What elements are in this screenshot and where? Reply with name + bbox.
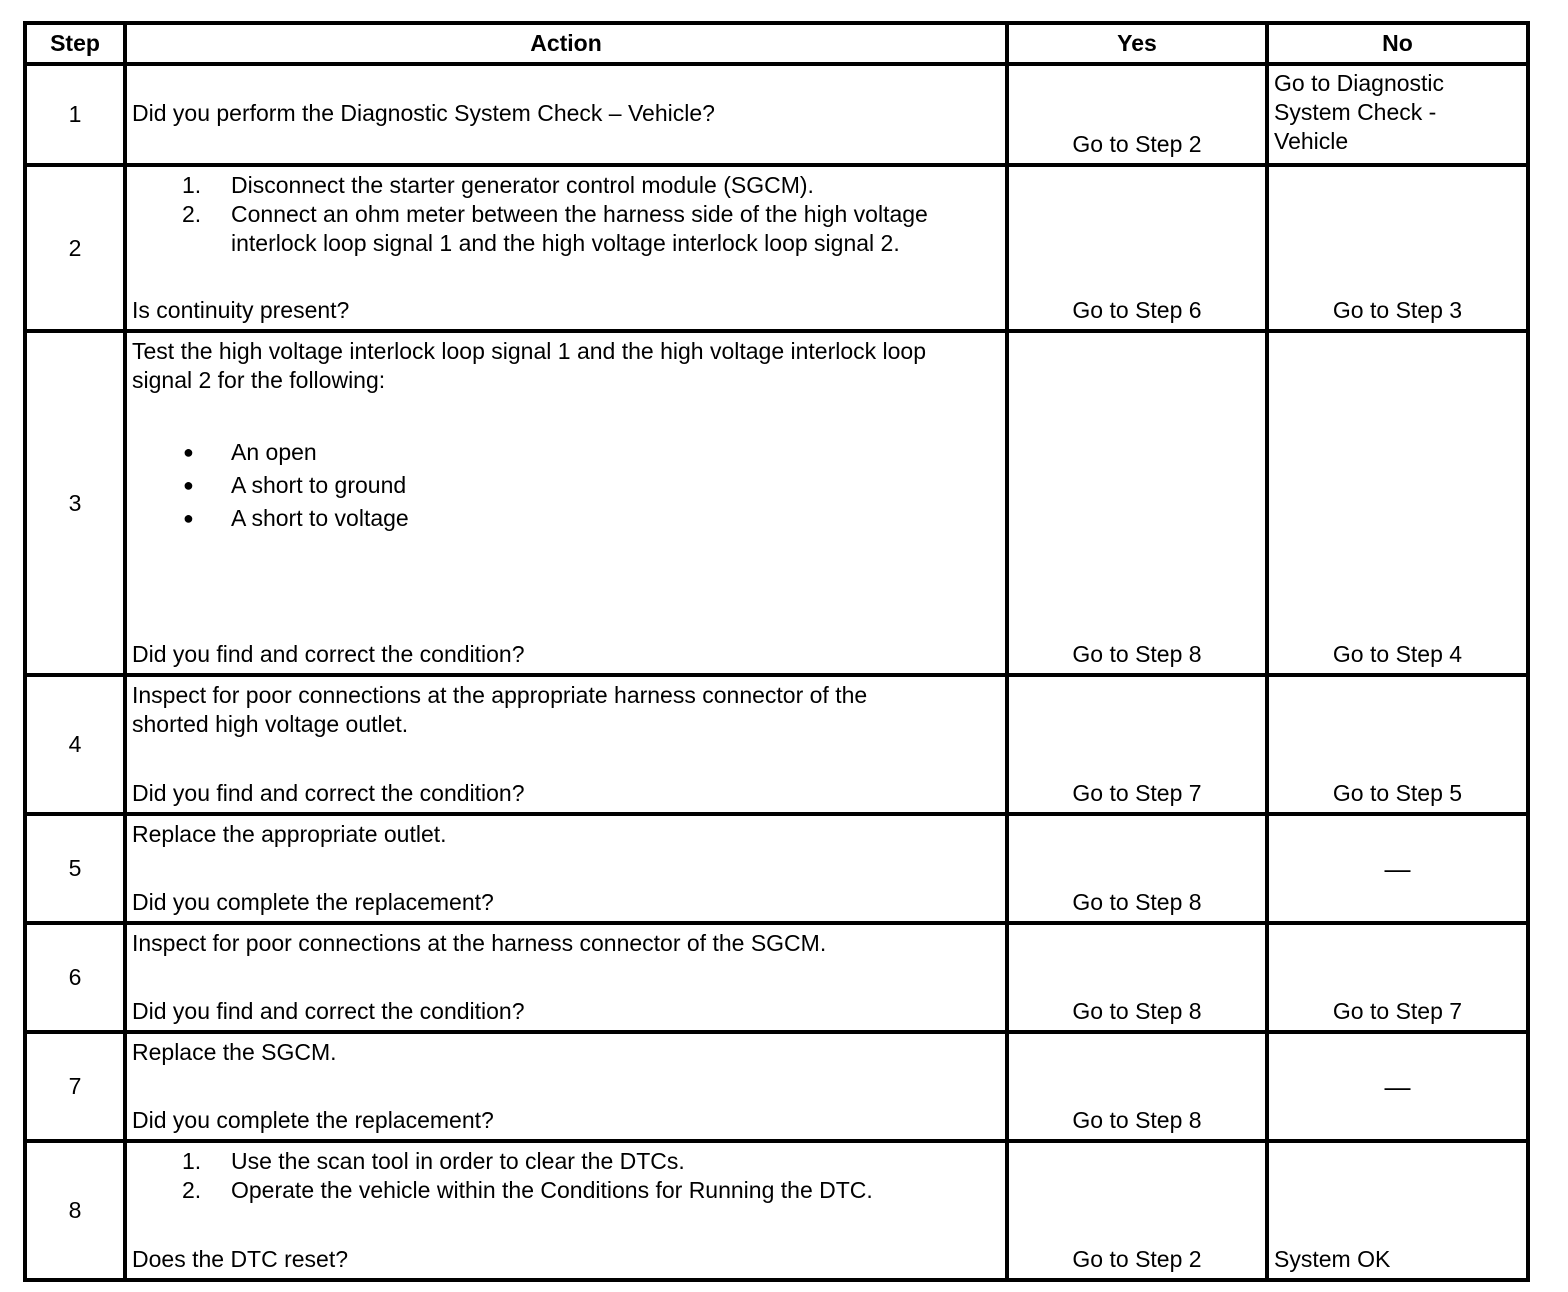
- no-result: System OK: [1274, 1246, 1391, 1272]
- table-row: [25, 923, 1528, 1032]
- list-item: 2. Operate the vehicle within the Conditions for Running the DTC.: [182, 1177, 873, 1203]
- action-cell: [125, 814, 1007, 923]
- action-intro-line: signal 2 for the following:: [132, 367, 386, 393]
- action-intro-line: Test the high voltage interlock loop signal 1 and the high voltage interlock loop: [132, 338, 927, 364]
- action-cell: [125, 1032, 1007, 1141]
- list-item: 1. Disconnect the starter generator control module (SGCM).: [182, 172, 814, 198]
- no-cell: [1267, 64, 1528, 165]
- action-cell: [125, 165, 1007, 331]
- bullet-list: [127, 436, 1005, 535]
- action-question: Did you complete the replacement?: [132, 889, 494, 915]
- no-cell: [1267, 331, 1528, 675]
- yes-result: Go to Step 8: [1072, 641, 1202, 667]
- action-intro-line: Replace the appropriate outlet.: [132, 821, 447, 847]
- no-cell: [1267, 165, 1528, 331]
- step-number: 3: [25, 331, 125, 675]
- numbered-list: [127, 1147, 1005, 1205]
- action-intro-line: Replace the SGCM.: [132, 1039, 337, 1065]
- no-result: Go to Step 7: [1332, 998, 1463, 1024]
- list-item: 1. Use the scan tool in order to clear the DTCs.: [182, 1148, 685, 1174]
- yes-cell: [1007, 923, 1267, 1032]
- action-question: Is continuity present?: [132, 297, 350, 323]
- table-row: [25, 675, 1528, 814]
- numbered-list: [127, 171, 1005, 258]
- step-number: 5: [25, 814, 125, 923]
- yes-cell: [1007, 64, 1267, 165]
- no-result: Go to Step 3: [1332, 297, 1463, 323]
- action-question: Did you find and correct the condition?: [132, 998, 525, 1024]
- step-number: 1: [25, 64, 125, 165]
- header-action: Action: [125, 23, 1007, 64]
- yes-result: Go to Step 8: [1072, 1107, 1202, 1133]
- action-cell: [125, 923, 1007, 1032]
- list-item-continuation: interlock loop signal 1 and the high voltage interlock loop signal 2.: [231, 230, 900, 256]
- action-cell: [125, 675, 1007, 814]
- no-result: Go to Step 5: [1332, 780, 1463, 806]
- yes-result: Go to Step 2: [1072, 131, 1202, 157]
- table-row: [25, 1141, 1528, 1280]
- action-cell: [125, 1141, 1007, 1280]
- step-number: 2: [25, 165, 125, 331]
- yes-cell: [1007, 331, 1267, 675]
- diagnostic-table: [23, 21, 1530, 1282]
- no-result: Go to Step 4: [1332, 641, 1463, 667]
- no-cell: [1267, 1032, 1528, 1141]
- yes-cell: [1007, 675, 1267, 814]
- table-row: [25, 1032, 1528, 1141]
- action-intro-line: shorted high voltage outlet.: [132, 711, 409, 737]
- yes-result: Go to Step 6: [1072, 297, 1202, 323]
- list-item: ● An open: [183, 439, 317, 465]
- action-question: Did you find and correct the condition?: [132, 780, 525, 806]
- no-result: —: [1384, 853, 1411, 883]
- header-row: [25, 23, 1528, 64]
- yes-cell: [1007, 1032, 1267, 1141]
- action-text: Did you perform the Diagnostic System Check – Vehicle?: [132, 100, 715, 126]
- yes-cell: [1007, 814, 1267, 923]
- no-result: —: [1384, 1071, 1411, 1101]
- yes-result: Go to Step 8: [1072, 889, 1202, 915]
- step-number: 8: [25, 1141, 125, 1280]
- no-cell: [1267, 1141, 1528, 1280]
- action-question: Did you find and correct the condition?: [132, 641, 525, 667]
- yes-cell: [1007, 165, 1267, 331]
- action-intro-line: Inspect for poor connections at the appropriate harness connector of the: [132, 682, 868, 708]
- yes-result: Go to Step 2: [1072, 1246, 1202, 1272]
- yes-result: Go to Step 8: [1072, 998, 1202, 1024]
- action-cell: [125, 331, 1007, 675]
- action-intro-line: Inspect for poor connections at the harness connector of the SGCM.: [132, 930, 827, 956]
- table-row: [25, 165, 1528, 331]
- no-result: Go to Diagnostic System Check - Vehicle: [1274, 70, 1445, 154]
- header-no: No: [1267, 23, 1528, 64]
- no-cell: [1267, 675, 1528, 814]
- no-cell: [1267, 923, 1528, 1032]
- list-item: 2. Connect an ohm meter between the harness side of the high voltage: [182, 201, 928, 227]
- action-question: Did you complete the replacement?: [132, 1107, 494, 1133]
- yes-result: Go to Step 7: [1072, 780, 1202, 806]
- action-question: Does the DTC reset?: [132, 1246, 349, 1272]
- step-number: 6: [25, 923, 125, 1032]
- header-yes: Yes: [1007, 23, 1267, 64]
- table-row: [25, 64, 1528, 165]
- step-number: 7: [25, 1032, 125, 1141]
- header-step: Step: [25, 23, 125, 64]
- table-row: [25, 331, 1528, 675]
- step-number: 4: [25, 675, 125, 814]
- action-cell: [125, 64, 1007, 165]
- list-item: ● A short to ground: [183, 472, 407, 498]
- yes-cell: [1007, 1141, 1267, 1280]
- no-cell: [1267, 814, 1528, 923]
- table-row: [25, 814, 1528, 923]
- list-item: ● A short to voltage: [183, 505, 409, 531]
